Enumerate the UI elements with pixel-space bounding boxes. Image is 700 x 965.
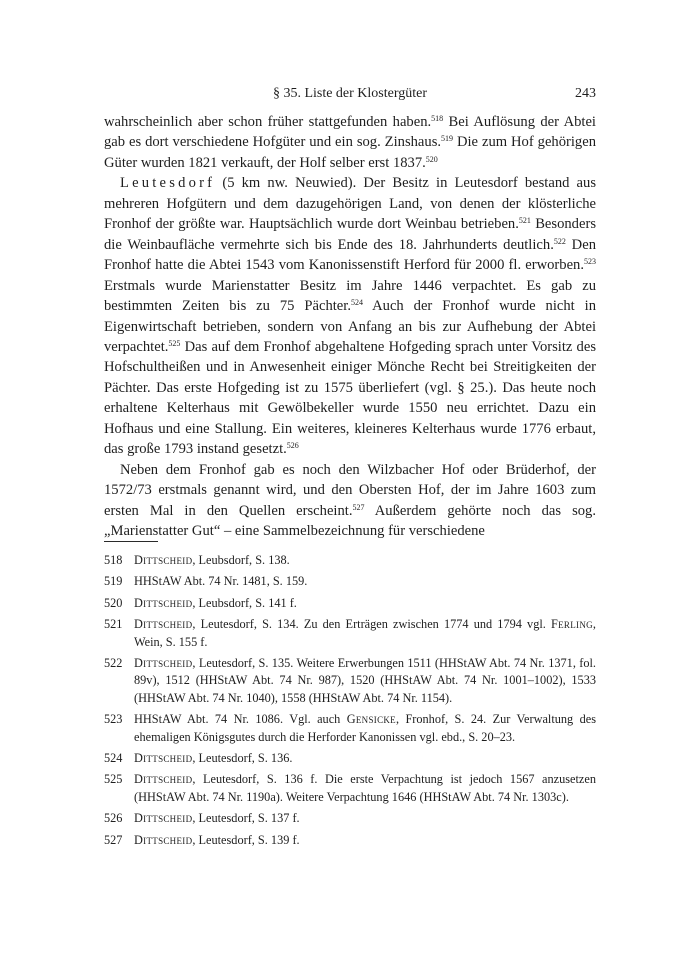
footnote-text [134,655,596,707]
text-run: Erstmals wurde Marienstatter Besitz im Jahre 1446 verpachtet. Es gab zu bestimmten Zeiten bis zu 75 Pächter. [104,277,596,315]
main-text [104,112,596,542]
text-run: , Leubsdorf, S. 138. [192,553,290,567]
footnote-ref: 522 [553,236,566,246]
footnote-text [134,595,596,612]
footnote-ref: 518 [431,114,444,123]
running-title: § 35. Liste der Klostergüter [272,86,428,101]
footnote-ref: 527 [352,502,365,512]
author-name: Dittscheid [134,553,193,567]
footnote-number: 523 [104,712,123,727]
author-name: Dittscheid [134,751,193,766]
author-name: Dittscheid [134,811,193,826]
footnote-number: 518 [104,553,123,567]
text-run: , Leubsdorf, S. 141 f. [192,595,297,610]
text-run: HHStAW Abt. 74 Nr. 1481, S. 159. [134,574,308,589]
footnote-separator [104,541,158,542]
text-run: , Fronhof, S. 24. Zur Verwaltung des ehemaligen Königsgutes durch die Herforder Kanonissen vgl. ebd., S. 20–23. [134,712,596,744]
footnote-number: 519 [104,574,123,589]
footnote-number: 527 [104,832,123,847]
text-run: Das auf dem Fronhof abgehaltene Hofgeding sprach unter Vorsitz des Hofschultheißen und in Anwesenheit einiger Mönche Recht bei Streitigkeiten der Pächter. Das erste Hofgeding ist zu 1575 überliefert (vgl. § 25.). Das heute noch erhaltene Kelterhaus mit Gewölbekeller wurde 1550 neu errichtet. Dazu ein Hofhaus und eine Stallung. Ein weiteres, kleineres Kelterhaus wurde 1776 erbaut, das große 1793 instand gesetzt. [104,338,596,458]
footnote-text [134,616,596,651]
footnote [104,711,596,746]
text-run: Bei Auflösung der Abtei gab es dort verschiedene Hofgüter und ein sog. Zinshaus. [104,114,596,151]
footnote [104,573,596,590]
footnote-ref: 520 [425,154,438,164]
text-run: wahrscheinlich aber schon früher stattgefunden haben. [104,114,432,130]
author-name: Dittscheid [134,656,193,671]
author-name: Dittscheid [134,595,193,610]
text-run: , Leutesdorf, S. 136 f. Die erste Verpachtung ist jedoch 1567 anzusetzen (HHStAW Abt. 74 Nr. 1190a). Weitere Verpachtung 1646 (HHStAW Abt. 74 Nr. 1303c). [134,772,596,804]
footnote-text [134,832,596,849]
page-number: 243 [575,86,596,101]
footnote-number: 521 [104,617,123,632]
text-run: , Leutesdorf, S. 139 f. [192,832,300,847]
author-name: Gensicke [346,712,396,727]
text-run: , Leutesdorf, S. 135. Weitere Erwerbungen 1511 (HHStAW Abt. 74 Nr. 1371, fol. 89v), 1512 (HHStAW Abt. 74 Nr. 987), 1520 (HHStAW Abt. 74 Nr. 1001–1002), 1533 (HHStAW Abt. 74 Nr. 1040), 1558 (HHStAW Abt. 74 Nr. 1154). [134,656,596,705]
place-name: Leutesdorf [120,175,216,192]
footnote-text [134,573,596,590]
author-name: Ferling [550,617,593,632]
footnote [104,771,596,806]
text-run: , Leutesdorf, S. 137 f. [192,811,300,826]
footnotes [104,552,596,853]
paragraph-3 [104,460,596,542]
footnote [104,595,596,612]
footnote-ref: 524 [351,298,363,308]
footnote-number: 522 [104,656,123,671]
text-run: Besonders die Weinbaufläche vermehrte sich bis Ende des 18. Jahrhunderts deutlich. [104,216,596,253]
footnote-ref: 525 [168,338,181,348]
author-name: Dittscheid [134,772,193,787]
paragraph-2 [104,173,596,459]
author-name: Dittscheid [134,832,193,847]
text-run: Die zum Hof gehörigen Güter wurden 1821 verkauft, der Holf selber erst 1837. [104,134,597,171]
footnote-text [134,552,596,569]
paragraph-1 [104,112,596,173]
footnote [104,750,596,767]
footnote-ref: 523 [584,257,596,267]
footnote-ref: 526 [286,441,299,451]
footnote [104,810,596,827]
text-run: , Leutesdorf, S. 134. Zu den Erträgen zwischen 1774 und 1794 vgl. [192,617,551,632]
footnote-number: 520 [104,595,123,610]
footnote [104,832,596,849]
text-run: , Leutesdorf, S. 136. [192,751,293,766]
text-run: Außerdem gehörte noch das sog. „Marienstatter Gut“ – eine Sammelbezeichnung für verschiedene [104,502,596,540]
text-run: , Wein, S. 155 f. [134,617,596,649]
footnote-text [134,711,596,746]
footnote-number: 525 [104,772,123,787]
text-run: Auch der Fronhof wurde nicht in Eigenwirtschaft betrieben, sondern von Anfang an bis zur Aufhebung der Abtei verpachtet. [104,298,596,355]
running-head [104,86,596,104]
footnote-text [134,750,596,767]
footnote-ref: 521 [518,216,531,226]
footnote-number: 526 [104,811,123,826]
footnote [104,552,596,569]
footnote-text [134,810,596,827]
text-run: Den Fronhof hatte die Abtei 1543 vom Kanonissenstift Herford für 2000 fl. erworben. [104,236,596,274]
footnote [104,616,596,651]
footnote-number: 524 [104,751,123,766]
footnote-ref: 519 [441,134,454,144]
text-run: HHStAW Abt. 74 Nr. 1086. Vgl. auch [134,712,347,727]
text-run: (5 km nw. Neuwied). Der Besitz in Leutesdorf bestand aus mehreren Hofgütern und dem dazugehörigen Land, von denen der klösterliche Fronhof der größte war. Hauptsächlich wurde dort Weinbau betrieben. [104,175,596,233]
text-run: Neben dem Fronhof gab es noch den Wilzbacher Hof oder Brüderhof, der 1572/73 erstmals genannt wird, und den Obersten Hof, der im Jahre 1603 zum ersten Mal in den Quellen erscheint. [104,461,596,519]
footnote-text [134,771,596,806]
author-name: Dittscheid [134,617,193,632]
footnote [104,655,596,707]
